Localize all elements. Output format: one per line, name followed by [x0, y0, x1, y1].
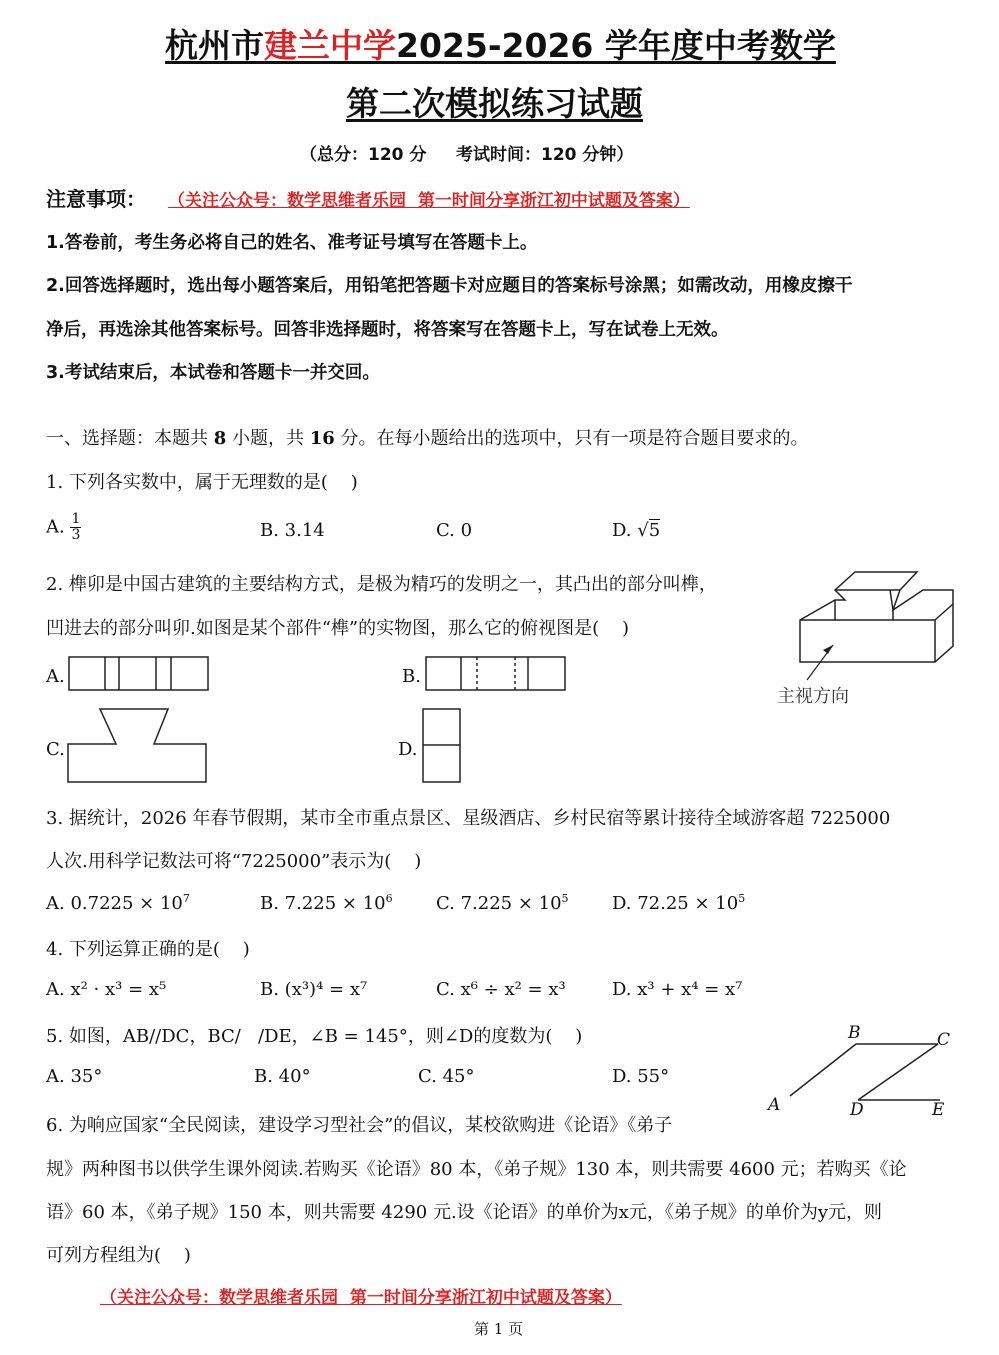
q4-stem: 4. 下列运算正确的是( ) — [46, 939, 250, 960]
title-year-subject: 2025-2026 学年度中考数学 — [396, 26, 836, 65]
q3-stem-line1: 3. 据统计，2026 年春节假期，某市全市重点景区、星级酒店、乡村民宿等累计接待全域游客超 7225000 — [46, 808, 891, 829]
q3-option-b[interactable]: B. $7.225 \times 10^6$ — [260, 892, 393, 914]
fraction: $\frac{1}{3}$ — [71, 511, 81, 543]
notice-item-3: 3.考试结束后，本试卷和答题卡一并交回。 — [46, 363, 380, 383]
notice-promo: （关注公众号：数学思维者乐园 第一时间分享浙江初中试题及答案） — [168, 191, 690, 211]
q1-stem: 1. 下列各实数中，属于无理数的是( ) — [46, 472, 358, 493]
page-subtitle: 第二次模拟练习试题 — [346, 84, 643, 123]
q6-line2: 规》两种图书以供学生课外阅读.若购买《论语》80 本，《弟子规》130 本，则共需要 4600 元；若购买《论 — [46, 1159, 907, 1180]
q5-stem: 5. 如图，AB//DC，BC/ /DE，∠B = 145°，则∠D的度数为( ) — [46, 1026, 583, 1047]
q3-option-c[interactable]: C. $7.225 \times 10^5$ — [436, 892, 569, 914]
q6-line3: 语》60 本，《弟子规》150 本，则共需要 4290 元.设《论语》的单价为x元，《弟子规》的单价为y元，则 — [46, 1202, 882, 1223]
notice-item-2a: 2.回答选择题时，选出每小题答案后，用铅笔把答题卡对应题目的答案标号涂黑；如需改动，用橡皮擦干 — [46, 276, 853, 296]
notice-label: 注意事项： — [46, 187, 146, 211]
q2-option-b-label[interactable]: B. — [402, 666, 421, 687]
page-number: 第 1 页 — [474, 1320, 524, 1338]
q5-point-d: D — [850, 1100, 864, 1120]
q4-option-c[interactable]: C. x⁶ ÷ x² = x³ — [436, 979, 566, 1000]
q2-view-direction-label: 主视方向 — [777, 686, 849, 707]
q3-option-d[interactable]: D. $72.25 \times 10^5$ — [612, 892, 746, 914]
q1-option-d[interactable]: D. √5 — [612, 520, 661, 541]
notice-item-1: 1.答卷前，考生务必将自己的姓名、准考证号填写在答题卡上。 — [46, 233, 538, 253]
q5-point-c: C — [937, 1030, 951, 1050]
q2-option-c-label[interactable]: C. — [46, 739, 65, 760]
q4-option-a[interactable]: A. x² · x³ = x⁵ — [46, 979, 167, 1000]
q6-line1: 6. 为响应国家“全民阅读，建设学习型社会”的倡议，某校欲购进《论语》《弟子 — [46, 1115, 673, 1136]
q1-option-b[interactable]: B. 3.14 — [260, 520, 325, 541]
q5-option-c[interactable]: C. 45° — [418, 1066, 475, 1087]
q5-option-a[interactable]: A. 35° — [46, 1066, 103, 1087]
q2-stem-line2: 凹进去的部分叫卯.如图是某个部件“榫”的实物图，那么它的俯视图是( ) — [46, 618, 630, 639]
q4-option-b[interactable]: B. (x³)⁴ = x⁷ — [260, 979, 368, 1000]
q2-option-d-figure — [422, 708, 462, 784]
q5-point-b: B — [848, 1023, 861, 1043]
title-school: 建兰中学 — [264, 26, 396, 65]
q3-stem-line2: 人次.用科学记数法可将“7225000”表示为( ) — [46, 851, 422, 872]
page-title — [165, 20, 836, 67]
section-intro: 一、选择题：本题共 8 小题，共 16 分。在每小题给出的选项中，只有一项是符合题目要求的。 — [46, 428, 809, 449]
q1-option-c[interactable]: C. 0 — [436, 520, 473, 541]
title-city: 杭州市 — [165, 26, 264, 65]
q1-option-a[interactable]: A. $\frac{1}{3}$ — [46, 511, 81, 543]
q3-option-a[interactable]: A. $0.7225 \times 10^7$ — [46, 892, 190, 914]
q2-stem-line1: 2. 榫卯是中国古建筑的主要结构方式，是极为精巧的发明之一，其凸出的部分叫榫， — [46, 574, 717, 595]
q2-option-c-figure — [66, 708, 208, 784]
q5-point-a: A — [768, 1095, 781, 1115]
q2-option-a-figure — [68, 656, 210, 692]
notice-item-2b: 净后，再选涂其他答案标号。回答非选择题时，将答案写在答题卡上，写在试卷上无效。 — [46, 320, 729, 340]
q2-option-d-label[interactable]: D. — [398, 739, 418, 760]
q5-point-e: E — [932, 1100, 945, 1120]
score-info: （总分：120 分 考试时间：120 分钟） — [300, 145, 634, 165]
footer-promo: （关注公众号：数学思维者乐园 第一时间分享浙江初中试题及答案） — [100, 1288, 622, 1308]
q2-option-b-figure — [425, 656, 567, 692]
q2-option-a-label[interactable]: A. — [46, 666, 65, 687]
q5-option-d[interactable]: D. 55° — [612, 1066, 670, 1087]
q4-option-d[interactable]: D. x³ + x⁴ = x⁷ — [612, 979, 743, 1000]
q5-option-b[interactable]: B. 40° — [254, 1066, 311, 1087]
q6-line4: 可列方程组为( ) — [46, 1245, 191, 1266]
q2-tenon-figure — [795, 570, 955, 695]
